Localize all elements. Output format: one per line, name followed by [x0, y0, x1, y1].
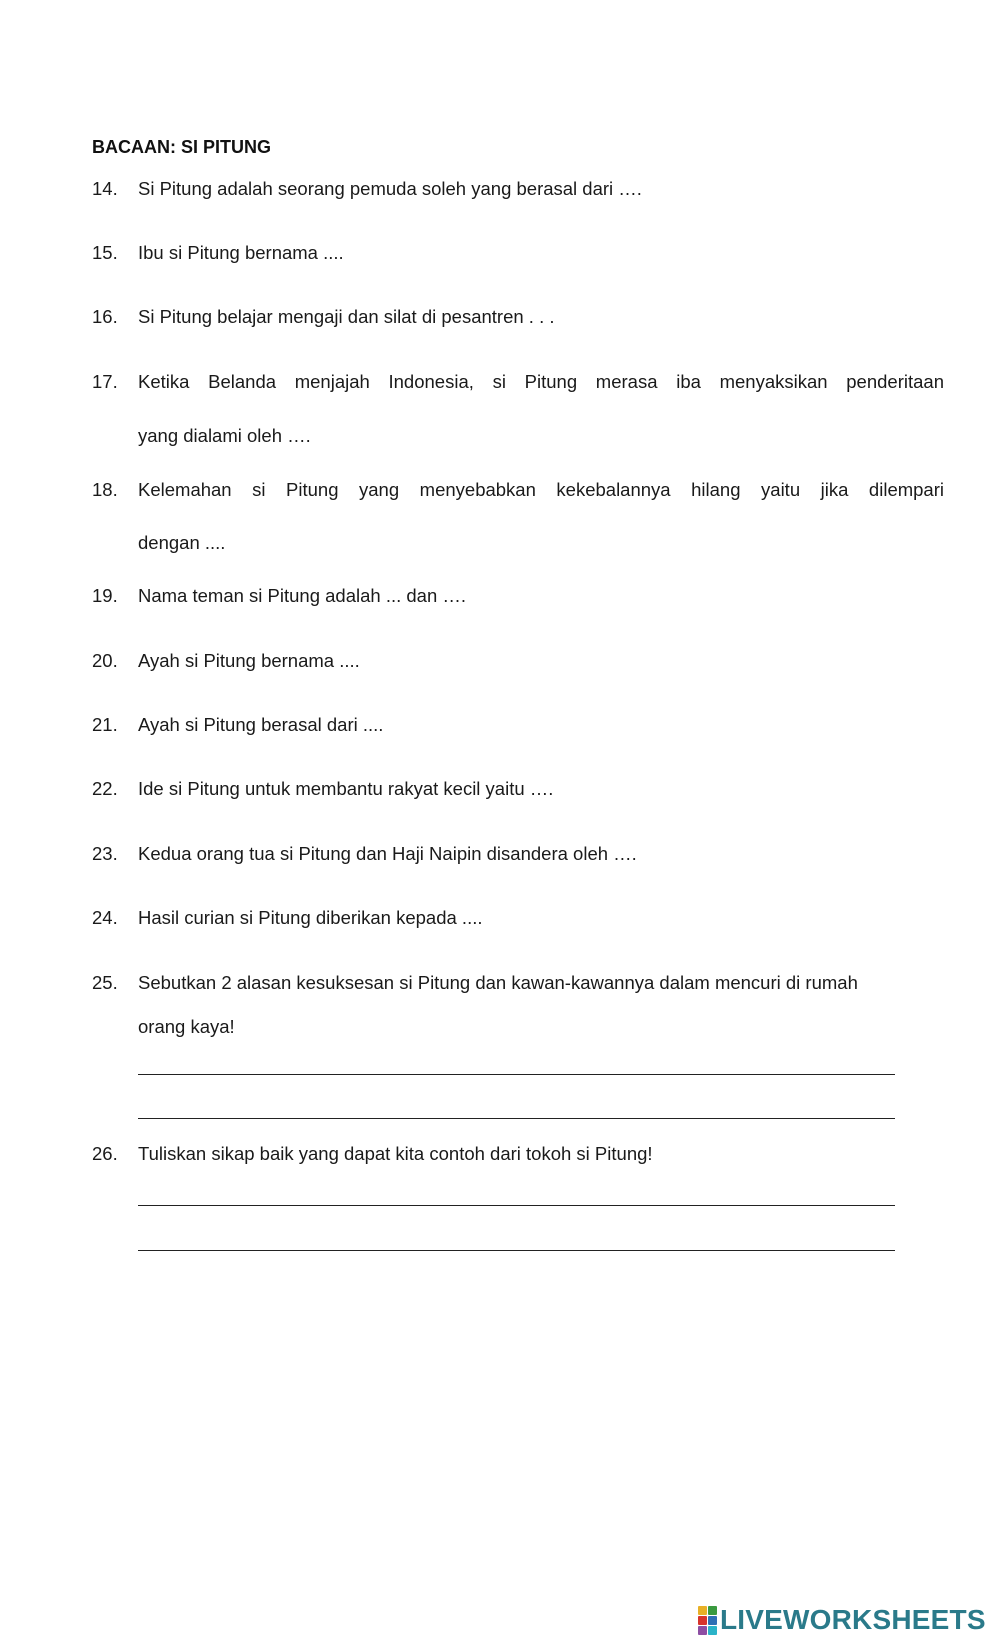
question-number: 25. [92, 972, 118, 993]
question-number: 17. [92, 371, 118, 392]
question-number: 20. [92, 650, 118, 671]
question-number: 26. [92, 1143, 118, 1164]
question-text: Kedua orang tua si Pitung dan Haji Naipin disandera oleh …. [138, 843, 637, 864]
question-number: 22. [92, 778, 118, 799]
question-text: Sebutkan 2 alasan kesuksesan si Pitung dan kawan-kawannya dalam mencuri di rumah [138, 972, 858, 993]
question-text: Ide si Pitung untuk membantu rakyat kecil yaitu …. [138, 778, 554, 799]
question-text: Kelemahan si Pitung yang menyebabkan kekebalannya hilang yaitu jika dilempari [138, 479, 944, 500]
question-number: 15. [92, 242, 118, 263]
answer-line-26a[interactable] [138, 1205, 895, 1206]
logo-text: LIVEWORKSHEETS [720, 1604, 986, 1635]
question-text: Ayah si Pitung bernama .... [138, 650, 360, 671]
question-text: Ibu si Pitung bernama .... [138, 242, 344, 263]
question-continuation: orang kaya! [138, 1016, 235, 1037]
question-text: Si Pitung belajar mengaji dan silat di pesantren . . . [138, 306, 555, 327]
liveworksheets-grid-icon [698, 1606, 717, 1635]
question-number: 18. [92, 479, 118, 500]
question-text: Nama teman si Pitung adalah ... dan …. [138, 585, 467, 606]
question-text: Si Pitung adalah seorang pemuda soleh yang berasal dari …. [138, 178, 642, 199]
question-number: 24. [92, 907, 118, 928]
question-text: Tuliskan sikap baik yang dapat kita contoh dari tokoh si Pitung! [138, 1143, 653, 1164]
question-number: 19. [92, 585, 118, 606]
question-number: 16. [92, 306, 118, 327]
answer-line-25b[interactable] [138, 1118, 895, 1119]
question-number: 21. [92, 714, 118, 735]
answer-line-25a[interactable] [138, 1074, 895, 1075]
question-text: Hasil curian si Pitung diberikan kepada .... [138, 907, 483, 928]
question-number: 23. [92, 843, 118, 864]
question-text: Ayah si Pitung berasal dari .... [138, 714, 384, 735]
question-continuation: dengan .... [138, 532, 226, 553]
liveworksheets-logo [698, 1605, 986, 1635]
answer-line-26b[interactable] [138, 1250, 895, 1251]
question-continuation: yang dialami oleh …. [138, 425, 311, 446]
worksheet-title: BACAAN: SI PITUNG [92, 137, 271, 157]
question-text: Ketika Belanda menjajah Indonesia, si Pitung merasa iba menyaksikan penderitaan [138, 371, 944, 392]
question-number: 14. [92, 178, 118, 199]
